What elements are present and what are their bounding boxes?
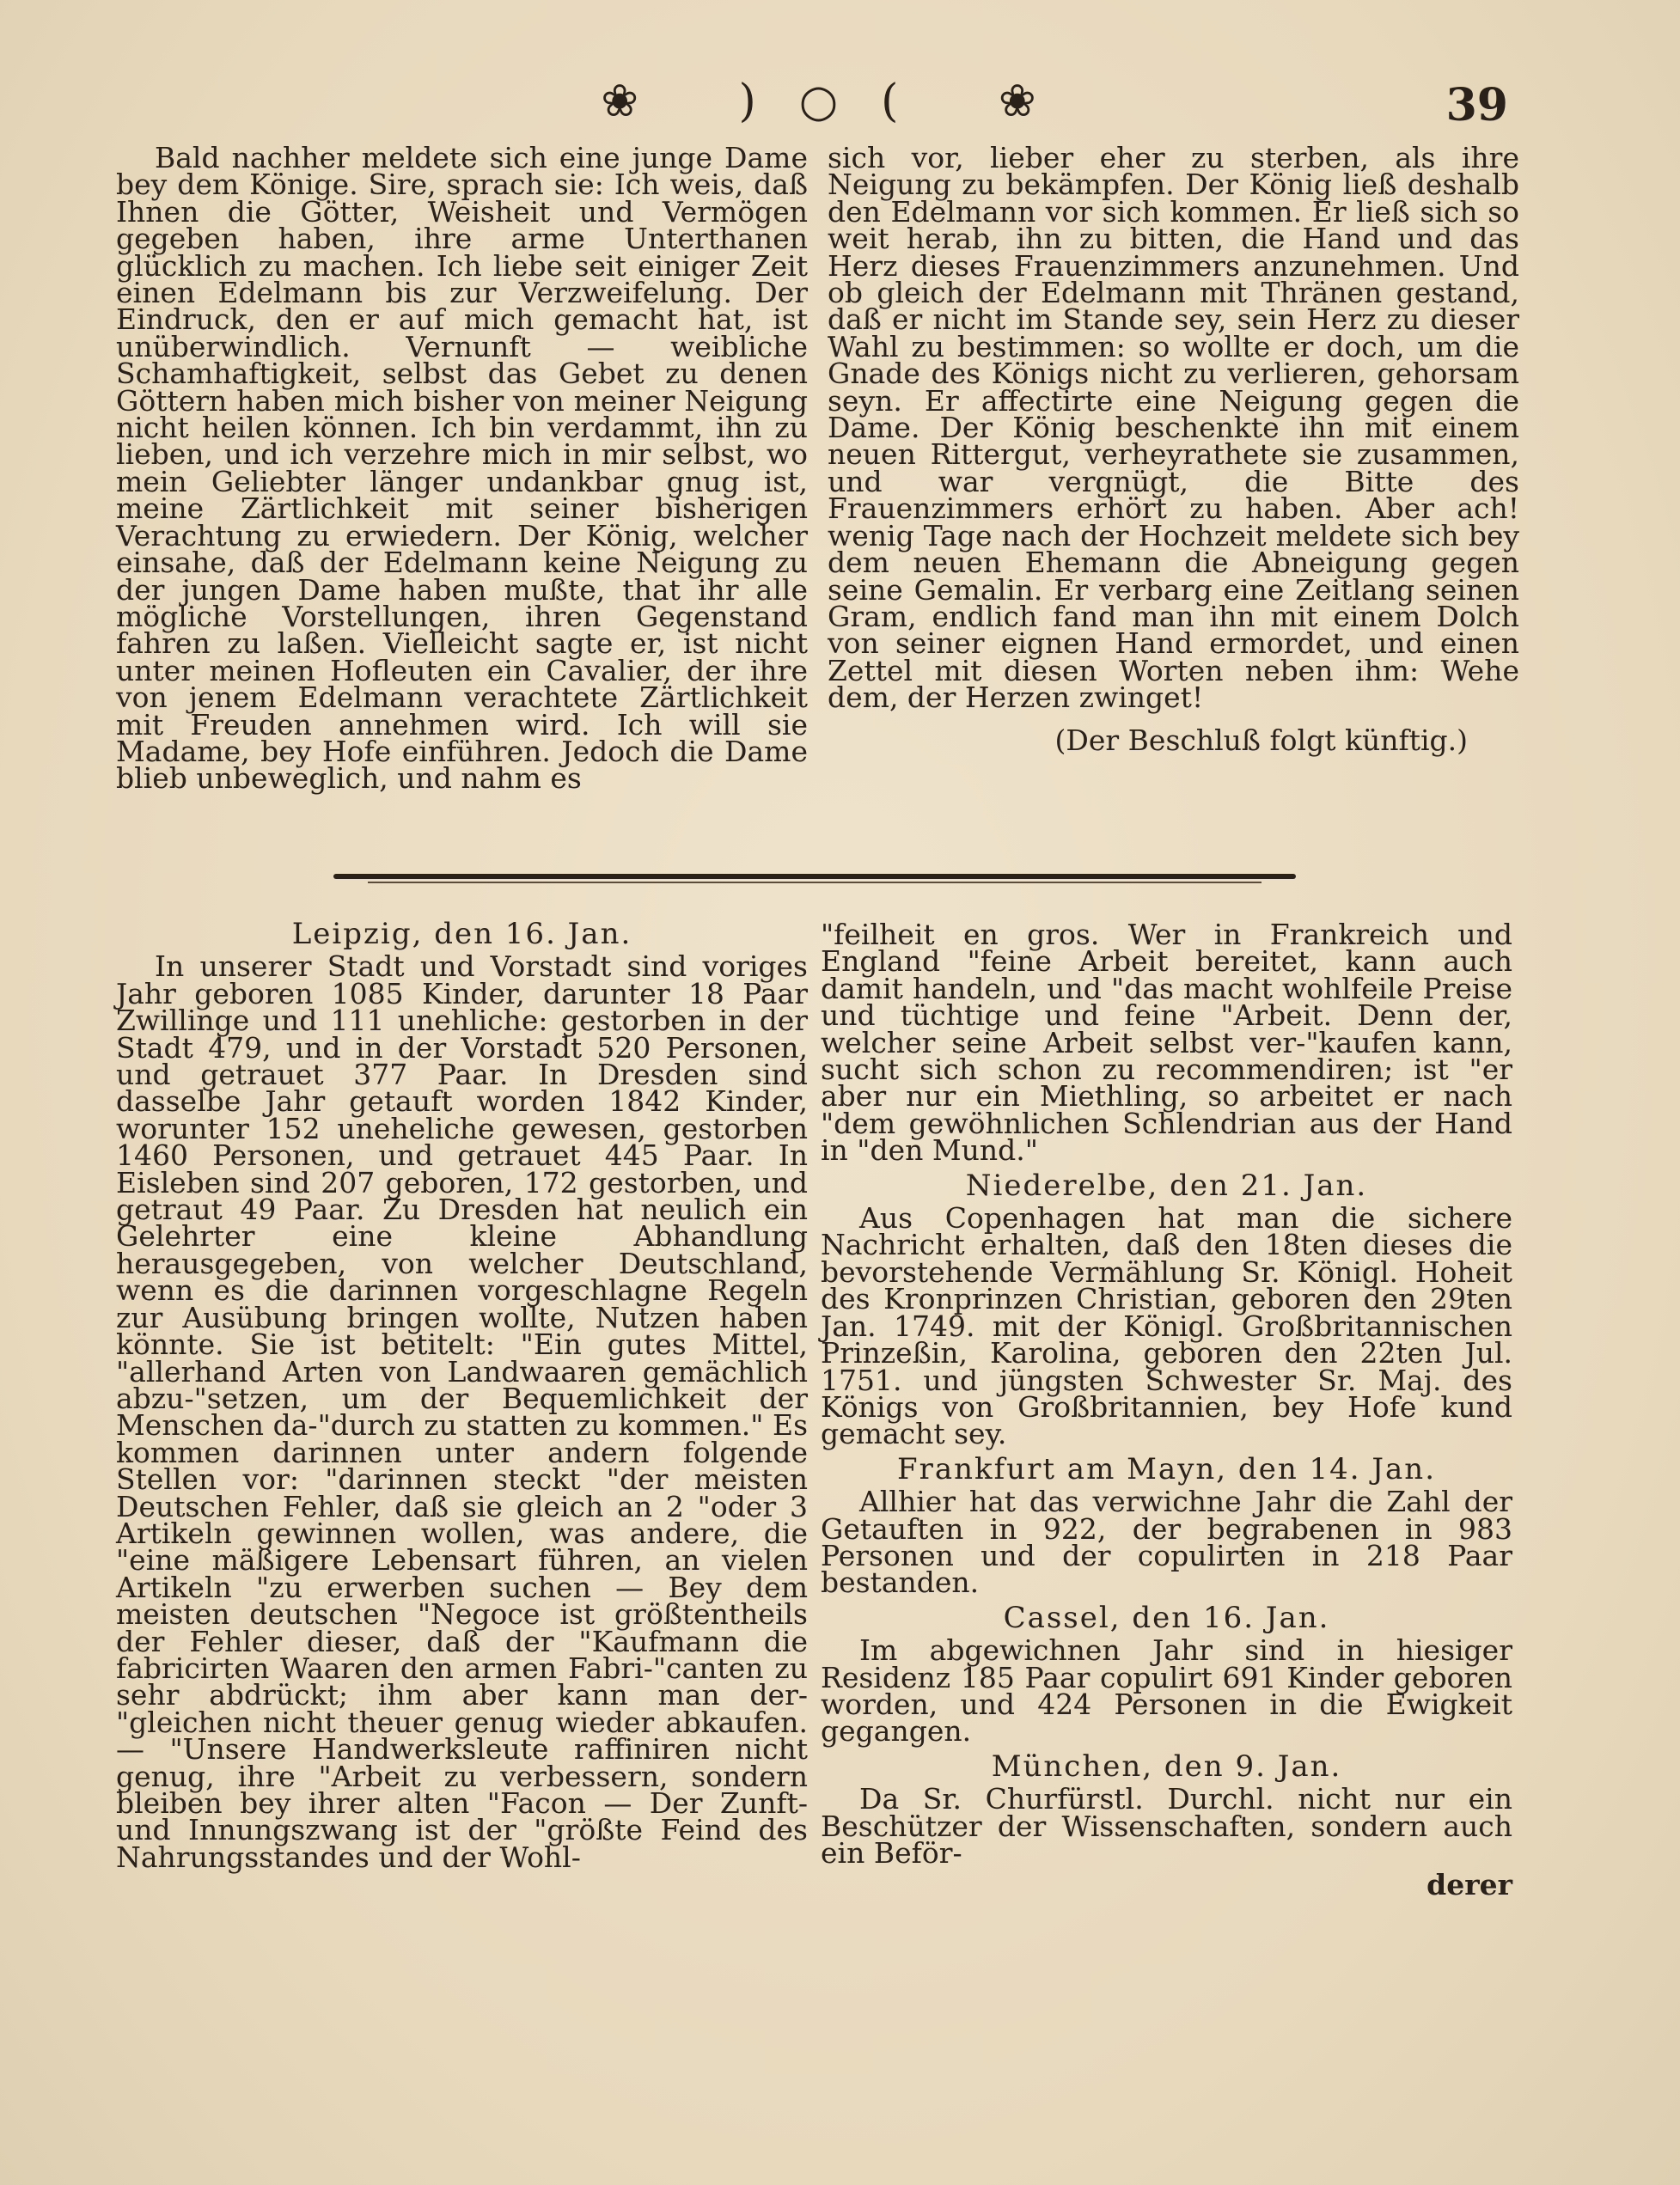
divider-rule (333, 874, 1296, 879)
article-column-top-left (116, 141, 808, 796)
dateline-cassel: Cassel, den 16. Jan. (1003, 1600, 1330, 1635)
news-paragraph: Da Sr. Churfürstl. Durchl. nicht nur ein Beschützer der Wissenschaften, sondern auch ein Beför- (821, 1782, 1512, 1870)
dateline-leipzig: Leipzig, den 16. Jan. (291, 917, 632, 951)
article-paragraph: sich vor, lieber eher zu sterben, als ihre Neigung zu bekämpfen. Der König ließ deshalb den Edelmann vor sich kommen. Er ließ sich so weit herab, ihn zu bitten, die Hand und das Herz dieses Frauenzimmers anzunehmen. Und ob gleich der Edelmann mit Thränen gestand, daß er nicht im Stande sey, sein Herz zu dieser Wahl zu bestimmen: so wollte er doch, um die Gnade des Königs nicht zu verlieren, gehorsam seyn. Er affectirte eine Neigung gegen die Dame. Der König beschenkte ihn mit einem neuen Rittergut, verheyrathete sie zusammen, und war vergnügt, die Bitte des Frauenzimmers erhört zu haben. Aber ach! wenig Tage nach der Hochzeit meldete sich bey dem neuen Ehemann die Abneigung gegen seine Gemalin. Er verbarg eine Zeitlang seinen Gram, endlich fand man ihn mit einem Dolch von seiner eignen Hand ermordet, und einen Zettel mit diesen Worten neben ihm: Wehe dem, der Herzen zwinget! (828, 141, 1519, 715)
dateline-muenchen: München, den 9. Jan. (991, 1749, 1342, 1784)
news-column-bottom-right (821, 918, 1512, 1902)
page-number: 39 (1445, 79, 1508, 131)
news-paragraph: Allhier hat das verwichne Jahr die Zahl der Getauften in 922, der begrabenen in 983 Personen und der copulirten in 218 Paar bestanden. (821, 1485, 1512, 1600)
news-paragraph: In unserer Stadt und Vorstadt sind voriges Jahr geboren 1085 Kinder, darunter 18 Paar Zwillinge und 111 unehliche: gestorben in der Stadt 479, und in der Vorstadt 520 Personen, und getrauet 377 Paar. In Dresden sind dasselbe Jahr getauft worden 1842 Kinder, worunter 152 uneheliche gewesen, gestorben 1460 Personen, und getrauet 445 Paar. In Eisleben sind 207 geboren, 172 gestorben, und getraut 49 Paar. Zu Dresden hat neulich ein Gelehrter eine kleine Abhandlung herausgegeben, von welcher Deutschland, wenn es die darinnen vorgeschlagne Regeln zur Ausübung bringen wollte, Nutzen haben könnte. Sie ist betitelt: "Ein gutes Mittel, "allerhand Arten von Landwaaren gemächlich abzu-"setzen, um der Bequemlichkeit der Menschen da-"durch zu statten zu kommen." Es kommen darinnen unter andern folgende Stellen vor: "darinnen steckt "der meisten Deutschen Fehler, daß sie gleich an 2 "oder 3 Artikeln gewinnen wollen, was andere, die "eine mäßigere Lebensart führen, an vielen Artikeln "zu erwerben suchen — Bey dem meisten deutschen "Negoce ist größtentheils der Fehler dieser, daß der "Kaufmann die fabricirten Waaren den armen Fabri-"canten zu sehr abdrückt; ihm aber kann man der-"gleichen nicht theuer genug wieder abkaufen. — "Unsere Handwerksleute raffiniren nicht genug, ihre "Arbeit zu verbessern, sondern bleiben bey ihrer alten "Facon — Der Zunft- und Innungszwang ist der "größte Feind des Nahrungsstandes und der Wohl- (116, 949, 808, 1874)
section-divider (333, 872, 1296, 886)
news-paragraph: Aus Copenhagen hat man die sichere Nachricht erhalten, daß den 18ten dieses die bevorstehende Vermählung Sr. Königl. Hoheit des Kronprinzen Christian, geboren den 29ten Jan. 1749. mit der Königl. Großbritannischen Prinzeßin, Karolina, geboren den 22ten Jul. 1751. und jüngsten Schwester Sr. Maj. des Königs von Großbritannien, bey Hofe kund gemacht sey. (821, 1201, 1512, 1451)
news-column-bottom-left (116, 917, 808, 1874)
dateline-frankfurt: Frankfurt am Mayn, den 14. Jan. (896, 1451, 1437, 1486)
header-ornament: ❀ )○( ❀ (601, 76, 1079, 127)
article-column-top-right (828, 141, 1519, 757)
article-paragraph: Bald nachher meldete sich eine junge Dame bey dem Könige. Sire, sprach sie: Ich weis, daß Ihnen die Götter, Weisheit und Vermögen gegeben haben, ihre arme Unterthanen glücklich zu machen. Ich liebe seit einiger Zeit einen Edelmann bis zur Verzweifelung. Der Eindruck, den er auf mich gemacht hat, ist unüberwindlich. Vernunft — weibliche Schamhaftigkeit, selbst das Gebet zu denen Göttern haben mich bisher von meiner Neigung nicht heilen können. Ich bin verdammt, ihn zu lieben, und ich verzehre mich in mir selbst, wo mein Geliebter länger undankbar gnug ist, meine Zärtlichkeit mit seiner bisherigen Verachtung zu erwiedern. Der König, welcher einsahe, daß der Edelmann keine Neigung zu der jungen Dame haben mußte, that ihr alle mögliche Vorstellungen, ihren Gegenstand fahren zu laßen. Vielleicht sagte er, ist nicht unter meinen Hofleuten ein Cavalier, der ihre von jenem Edelmann verachtete Zärtlichkeit mit Freuden annehmen wird. Ich will sie Madame, bey Hofe einführen. Jedoch die Dame blieb unbeweglich, und nahm es (116, 141, 808, 796)
divider-rule-thin (368, 882, 1262, 883)
continuation-note: (Der Beschluß folgt künftig.) (1054, 723, 1468, 757)
quote-continuation: "feilheit en gros. Wer in Frankreich und England "feine Arbeit bereitet, kann auch damit handeln, und "das macht wohlfeile Preise und tüchtige und feine "Arbeit. Denn der, welcher seine Arbeit selbst ver-"kaufen kann, sucht sich schon zu recommendiren; ist "er aber nur ein Miethling, so arbeitet er nach "dem gewöhnlichen Schlendrian aus der Hand in "den Mund." (821, 918, 1512, 1168)
news-paragraph: Im abgewichnen Jahr sind in hiesiger Residenz 185 Paar copulirt 691 Kinder geboren worden, und 424 Personen in die Ewigkeit gegangen. (821, 1633, 1512, 1749)
dateline-niederelbe: Niederelbe, den 21. Jan. (965, 1168, 1368, 1203)
catchword: derer (1426, 1868, 1512, 1902)
